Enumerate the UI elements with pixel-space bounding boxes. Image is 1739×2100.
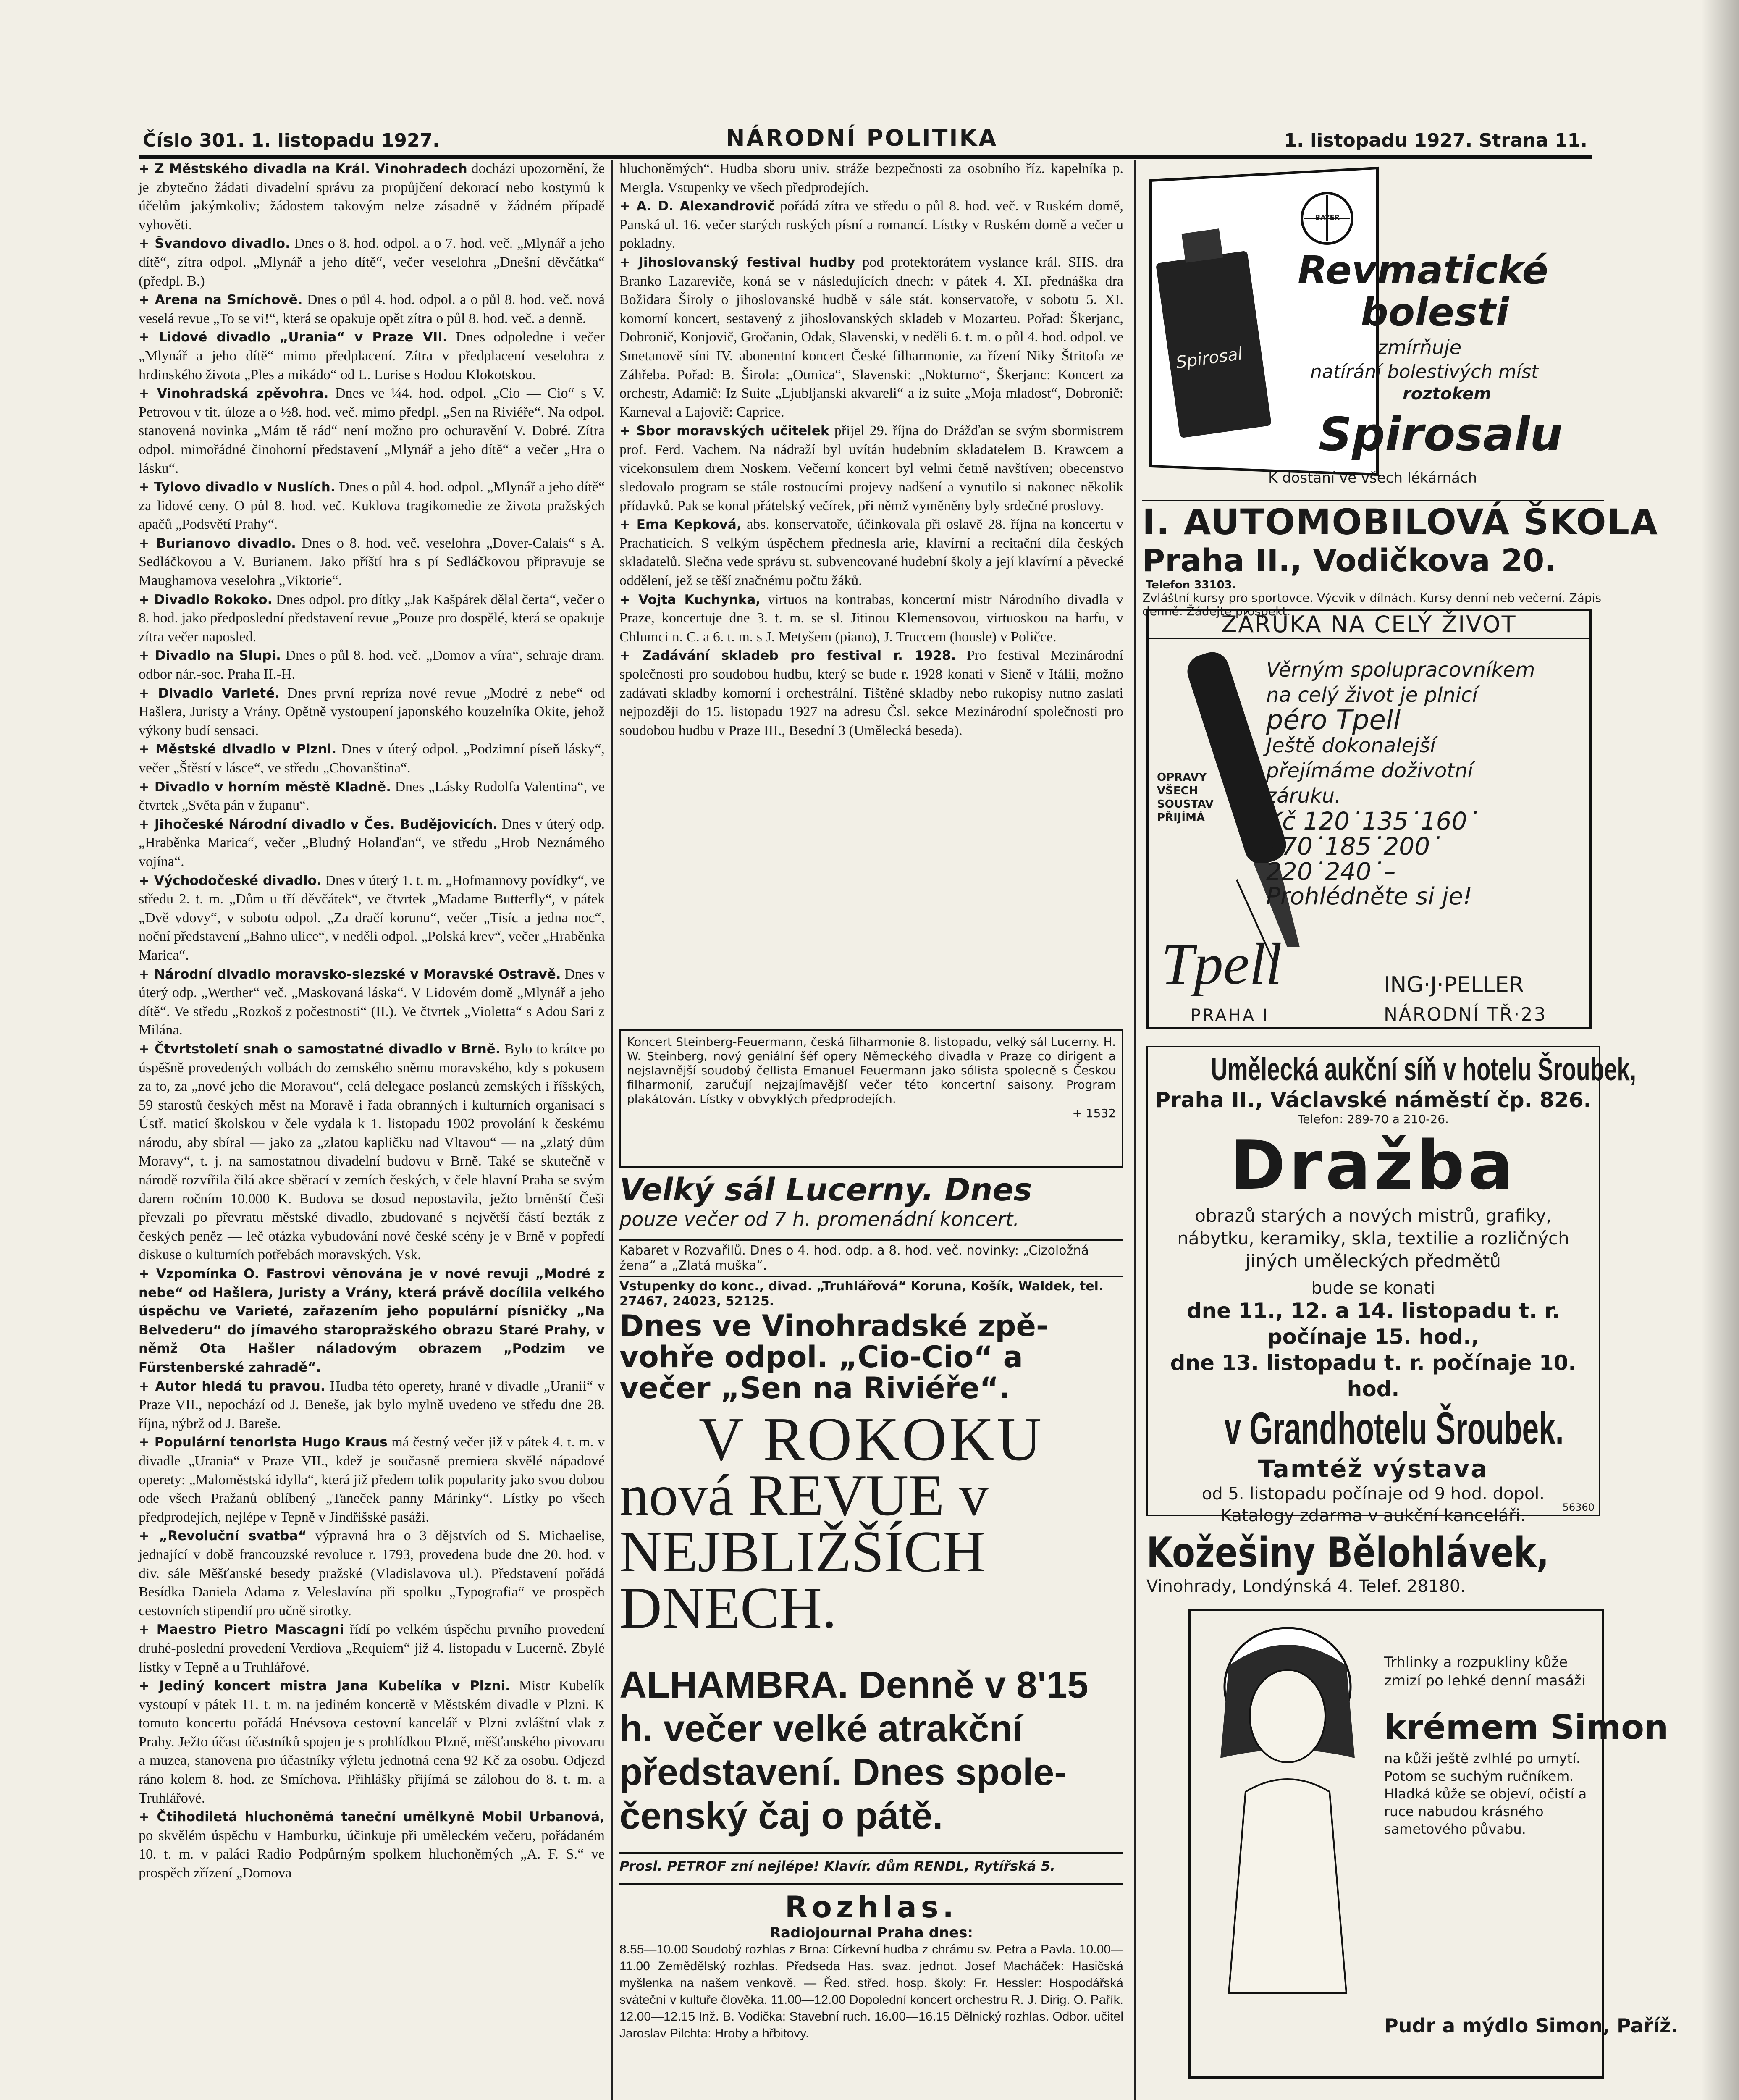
auction-will-be-held: bude se konati xyxy=(1311,1278,1435,1298)
news-item-heading: + Zadávání skladeb pro festival r. 1928. xyxy=(619,648,956,664)
auction-number: 56360 xyxy=(1562,1502,1595,1513)
ad-spirosal xyxy=(1142,164,1604,491)
news-item-heading: + Arena na Smíchově. xyxy=(139,292,303,308)
header-masthead: NÁRODNÍ POLITIKA xyxy=(726,125,998,151)
news-item-body: po skvělém úspěchu v Hamburku, účinkuje při uměleckém večeru, pořádaném 10. t. m. v paláci Radio Podpůrným spolkem hluchoněmých „A. F. S.“ ve prospěch zřízení „Domova xyxy=(139,1827,605,1881)
news-item xyxy=(139,872,605,965)
auction-title: Umělecká aukční síň v hotelu Šroubek, xyxy=(1211,1052,1637,1087)
news-item xyxy=(139,1620,605,1677)
ad-kabaret-vstupenky xyxy=(619,1239,1123,1308)
news-item xyxy=(139,1677,605,1808)
news-item xyxy=(619,197,1123,253)
spirosal-line2: bolesti xyxy=(1361,290,1509,335)
news-item-body: má čestný večer již v pátek 4. t. m. v divadle „Urania“ v Praze VII., kdež je současně premiera skvělé nápadové operety: „Maloměstská idylla“, která již předem tolik popularity jako svou dobou ode všech Pražanů oblíbený „Taneček panny Márinky“. Lístky po všech předprodejích, nejlépe v Tepně v Jindřišské pasáži. xyxy=(139,1434,605,1525)
auction-exhibition-text: od 5. listopadu počínaje od 9 hod. dopol. Katalogy zdarma v aukční kanceláři. xyxy=(1201,1484,1545,1525)
auction-headline: Dražba xyxy=(1230,1126,1517,1205)
driving-school-address: Praha II., Vodičkova 20. xyxy=(1142,543,1556,579)
news-item-heading: + Čtvrtstoletí snah o samostatné divadlo v Brně. xyxy=(139,1041,501,1057)
pen-prices-2: 170˙185˙200˙ xyxy=(1266,832,1443,861)
news-item xyxy=(139,646,605,684)
header-date-page: 1. listopadu 1927. Strana 11. xyxy=(1284,130,1587,151)
news-item-body: Dnes ve ¼4. hod. odpol. „Cio — Cio“ s V. Petrovou v tit. úloze a o ½8. hod. več. mimo předpl. „Sen na Riviéře“. Na odpol. stanovená novinka „Mám tě rád“ není možno pro ochuravění V. Dobré. Zítra odpol. mimořádné činohorní představení „Mlynář a jeho dítě“ a večer „Hra o lásku“. xyxy=(139,386,605,476)
news-item-heading: + Divadlo v horním městě Kladně. xyxy=(139,779,391,795)
ad-auction-sroubek xyxy=(1146,1046,1637,1525)
header-rule xyxy=(139,155,1592,159)
news-item xyxy=(139,1433,605,1527)
news-item-body: abs. konservatoře, účinkovala při oslavě 28. října na koncertu v Prachaticích. S velkým úspěchem přednesla arie, klavírní a recitační díla českých skladatelů. Slečna vede správu st. subvencované hudební školy a její klavírní a pěvecké oddělení, jež se těší značnému počtu žáků. xyxy=(619,517,1123,589)
page-edge-shadow xyxy=(1701,0,1739,2100)
news-item-heading: + Maestro Pietro Mascagni xyxy=(139,1622,344,1638)
news-item-body: Dnes odpol. pro dítky „Jak Kašpárek dělal čerta“, večer o 8. hod. jako předposlední představení revue „Pouze pro dospělé, která se opakuje zítra večer naposled. xyxy=(139,591,605,645)
ad-rokoko-line3: NEJBLIŽŠÍCH xyxy=(619,1519,986,1584)
pen-script-4: Ještě dokonalejší xyxy=(1266,734,1436,757)
news-item-body: Dnes v úterý odp. „Werther“ več. „Maskovaná láska“. V Lidovém domě „Mlynář a jeho dítě“. Ve středu „Rozkoš z počestnosti“ (II.). Ve čtvrtek „Violetta“ s Adou Sari z Milána. xyxy=(139,966,605,1038)
news-item-heading: + Sbor moravských učitelek xyxy=(619,423,829,439)
simon-footer: Pudr a mýdlo Simon, Paříž. xyxy=(1384,2014,1679,2037)
spirosal-line1: Revmatické xyxy=(1298,248,1548,293)
news-item-heading: + Divadlo Varieté. xyxy=(139,685,280,701)
ad-alhambra-line1: ALHAMBRA. Denně v 8'15 xyxy=(619,1664,1089,1706)
spirosal-brand: Spirosalu xyxy=(1319,407,1563,461)
news-item-body: Dnes v úterý odp. „Hraběnka Marica“, večer „Bludný Holanďan“, ve středu „Hrob Neznámého vojína“. xyxy=(139,816,605,869)
news-item xyxy=(139,591,605,647)
news-item-heading: + „Revoluční svatba“ xyxy=(139,1528,307,1544)
page-header xyxy=(143,113,1587,151)
news-item-body: Dnes o 8. hod. več. veselohra „Dover-Calais“ s A. Sedláčkovou a V. Burianem. Jako příští hra s pí Sedláčkovou připravuje se Maughamova veselohra „Viktorie“. xyxy=(139,535,605,589)
news-item-body: Dnes „Lásky Rudolfa Valentina“, ve čtvrtek „Světa pán v županu“. xyxy=(139,779,605,814)
ad-rokoko-line4: DNECH. xyxy=(619,1575,837,1641)
news-item xyxy=(139,1040,605,1265)
news-item-heading: + Tylovo divadlo v Nuslích. xyxy=(139,480,336,495)
news-item-heading: + A. D. Alexandrovič xyxy=(619,199,775,214)
news-item-body: Mistr Kubelík vystoupí v pátek 11. t. m. na jediném koncertě v Městském divadle v Plzni. K tomuto koncertu pořádá Hnévsova cestovní kancelář v Plzni zvláštní vlak z Prahy. Ježto účast účastníků spojen je s prohlídkou Plzně, měšťanského pivovaru a muzea, stanovena pro účastníky výletu jednotná cena 92 Kč za osobu. Odjezd ráno kolem 8. hod. ze Smíchova. Přihlášky přijímá se zálohou do 8. t. m. a Truhlářové. xyxy=(139,1678,605,1806)
ad-vstupenky-text: Vstupenky do konc., divad. „Truhlářová“ Koruna, Košík, Waldek, tel. 27467, 24023, 52125. xyxy=(619,1276,1123,1309)
column-divider-2 xyxy=(1134,160,1136,2100)
ad-alhambra-line3: představení. Dnes spole- xyxy=(619,1751,1067,1793)
news-item-body: výpravná hra o 3 dějstvích od S. Michaelise, jednající v době francouzské revoluce r. 1793, provedena bude dne 20. hod. v div. sále Měšťanské besedy pražské (Vladislavova ul.). Představení pořádá Besídka Daniela Adama z Veleslavína při spolku „Typografia“ ve prospěch cestovních stipendií pro učně sirotky. xyxy=(139,1528,605,1619)
ad-rokoko-line1: V ROKOKU xyxy=(698,1405,1044,1474)
news-item-body: Pro festival Mezinárodní společnosti pro soudobou hudbu, který se bude r. 1928 konati v Sieně v Itálii, možno zadávati skladby komorní i orchestrální. Tištěné skladby nebo rukopisy nutno zaslati nejpozději do 15. listopadu 1927 na adresu Čsl. sekce Mezinárodní společnosti pro soudobou hudbu v Praze III., Besední 3 (Umělecká beseda). xyxy=(619,648,1123,738)
news-item xyxy=(139,478,605,534)
news-item xyxy=(619,515,1123,590)
news-item-body: docházi upozornění, že je zbytečno žádati divadelní správu za propůjčení dekorací nebo kostymů k účelům jakýmkoliv; žádostem takovým nelze zásadně v žádném případě vyhověti. xyxy=(139,161,605,233)
news-item-body: Hudba této operety, hrané v divadle „Uranii“ v Praze VII., nepochází od J. Beneše, jak bylo mylně uvedeno ve středu dne 28. října, nýbrž od J. Bareše. xyxy=(139,1378,605,1431)
ad-driving-school xyxy=(1142,500,1659,618)
spirosal-footer: K dostání ve všech lékárnách xyxy=(1268,470,1477,486)
news-item xyxy=(619,646,1123,740)
pen-maker: ING·J·PELLER xyxy=(1384,972,1524,998)
news-item xyxy=(619,253,1123,422)
news-item xyxy=(139,778,605,815)
pen-script xyxy=(1266,657,1535,909)
furs-address: Vinohrady, Londýnská 4. Telef. 28180. xyxy=(1146,1577,1466,1596)
news-item-body: Dnes v úterý 1. t. m. „Hofmannovy povídky“, ve středu 2. t. m. „Dům u tří děvčátek“, ve čtvrtek „Madame Butterfly“, v pátek „Dvě vdovy“, v sobotu odpol. „Za dračí korunu“, večer „Tisíc a jedna noc“, noční představení „Bahno ulice“, v neděli odpol. „Polská krev“, večer „Hraběnka Marica“. xyxy=(139,872,605,963)
pen-script-5: přejímáme doživotní xyxy=(1266,759,1473,782)
auction-venue: v Grandhotelu Šroubek. xyxy=(1224,1403,1564,1454)
column-1-news xyxy=(139,160,605,2100)
ad-alhambra-line4: čenský čaj o pátě. xyxy=(619,1795,943,1837)
spirosal-line3: zmírňuje xyxy=(1377,336,1462,359)
pen-prices-3: 220˙240˙– xyxy=(1266,857,1396,886)
simon-text-1: Trhlinky a rozpukliny kůže zmizí po lehké denní masáži xyxy=(1384,1654,1586,1689)
driving-school-phone: Telefon 33103. xyxy=(1146,579,1236,591)
ad-petrof-text: Prosl. PETROF zní nejlépe! Klavír. dům RENDL, Rytířská 5. xyxy=(619,1858,1055,1874)
news-item-heading: + Populární tenorista Hugo Kraus xyxy=(139,1435,388,1450)
news-item-body: Dnes odpoledne i večer „Mlynář a jeho dítě“ mimo předplacení. Zítra v předplacení veselohra z hrdinského života „Ples a mikádo“ od L. Lurise s Hodou Klokotskou. xyxy=(139,329,605,383)
news-item-heading: + Divadlo Rokoko. xyxy=(139,592,273,607)
auction-items: obrazů starých a nových mistrů, grafiky, nábytku, keramiky, skla, textilie a rozličných jiných uměleckých předmětů xyxy=(1177,1205,1569,1271)
auction-dates-2: dne 13. listopadu t. r. počínaje 10. hod. xyxy=(1170,1351,1576,1401)
news-item-body: Dnes první repríza nové revue „Modré z nebe“ od Hašlera, Juristy a Vrány. Opětně vystoupení japonského kouzelníka Okite, jehož výkony budí sensaci. xyxy=(139,685,605,738)
news-item xyxy=(139,534,605,591)
news-item-heading: + Jihoslovanský festival hudby xyxy=(619,255,855,270)
driving-school-title: I. AUTOMOBILOVÁ ŠKOLA xyxy=(1142,501,1659,543)
ad-rokoko-revue xyxy=(619,1405,1123,1646)
news-item-body: přijel 29. října do Drážďan se svým sbormistrem prof. Ferd. Vachem. Na nádraží byl uvítán hudebním skladatelem B. Krawcem a vicekonsulem drem Noskem. Večerní koncert byl velmi četně navštíven; obecenstvo sledovalo program se stále rostoucími projevy nadšení a vynutilo si nakonec několik přídavků. Pak se konal přátelský večírek, při němž vyměněny byly srdečné proslovy. xyxy=(619,423,1124,514)
header-issue: Číslo 301. 1. listopadu 1927. xyxy=(143,130,440,151)
news-item-body: Dnes o 8. hod. odpol. a o 7. hod. več. „Mlynář a jeho dítě“, zítra odpol. „Mlynář a jeho dítě“, večer veselohra „Dnešní děvčátka“ (předpl. B.) xyxy=(139,236,605,289)
news-item-heading: + Lidové divadlo „Urania“ v Praze VII. xyxy=(139,330,448,345)
spirosal-line4: natírání bolestivých míst xyxy=(1310,361,1539,383)
radio-listing: 8.55—10.00 Soudobý rozhlas z Brna: Církevní hudba z chrámu sv. Petra a Pavla. 10.00—11.00 Zemědělský rozhlas. Předseda Has. svaz. jednot. Josef Macháček: Hasičská myšlenka na našem venkově. — Řed. střed. hosp. školy: Fr. Hessler: Hospodářská sváteční v kultuře člověka. 11.00—12.00 Dopolední koncert orchestru R. J. Dirig. O. Pařík. 12.00—12.15 Inž. B. Vodička: Stavební ruch. 16.00—16.15 Dělnický rozhlas. Odbor. učitel Jaroslav Pilchta: Hroby a hřbitovy. xyxy=(619,1942,1123,2040)
ad-furs-belohlavek xyxy=(1146,1529,1604,1596)
news-item-heading: + Švandovo divadlo. xyxy=(139,236,290,252)
news-item-body: řídí po velkém úspěchu prvního provedení druhé-poslední provedení Verdiova „Requiem“ již 4. listopadu v Lucerně. Zbylé lístky v Tepně a u Truhlářové. xyxy=(139,1622,605,1675)
ad-lucerna-line2: pouze večer od 7 h. promenádní koncert. xyxy=(619,1208,1020,1231)
news-item-heading: + Městské divadlo v Plzni. xyxy=(139,742,337,757)
news-item-body: pod protektorátem vyslance král. SHS. dra Branko Lazareviče, koná se v následujících dnech: v pátek 4. XI. přednáška dra Božidara Široly o jihoslovanské hudbě v sále stát. konservatoře, v sobotu 5. XI. komorní koncert, sestavený z jihoslovanských skladeb v Mozarteu. Pořad: Škerjanc, Dobronič, Konjovič, Gročanin, Odak, Slavenski, v neděli 6. t. m. o půl 4. hod. odpol. ve Smetanově síni IV. abonentní koncert České filharmonie, za řízení Niky Štritofa ze Záhřeba. Pořad: B. Širola: „Otmica“, Slavenski: „Nokturno“, Škerjanc: Koncert za orchestr, Adamič: Iz Suite „Ljubljanski akvareli“ a iz suite „Moja mladost“, Dobronič: Karneval a Lajovič: Caprice. xyxy=(619,254,1124,420)
spirosal-line5: roztokem xyxy=(1403,384,1492,404)
pen-script-1: Věrným spolupracovníkem xyxy=(1266,658,1535,682)
news-item-body: Dnes o půl 4. hod. odpol. a o půl 8. hod. več. nová veselá revue „To se vi!“, která se opakuje opět zítra o půl 8. hod. več. a denně. xyxy=(139,292,605,326)
ad-concert-text: Koncert Steinberg-Feuermann, česká filharmonie 8. listopadu, velký sál Lucerny. H. W. Steinberg, nový geniální šéf opery Německého divadla v Praze co dirigent a nejslavnější soudobý čellista Emanuel Feuermann jako sólista spolecně s Českou filharmonií, zaručují nejzajímavější večer této koncertní saisony. Program plakátován. Lístky v obvyklých předprodejích. xyxy=(627,1035,1116,1106)
news-item xyxy=(139,1265,605,1377)
news-item xyxy=(139,1527,605,1620)
radio-title: Rozhlas. xyxy=(784,1890,958,1924)
news-item-heading: + Vzpomínka O. Fastrovi věnována je v nové revuji „Modré z nebe“ od Hašlera, Juristy a Vrány, která právě docílila velkého úspěchu ve Varieté, zařazením jeho populární písničky „Na Belvederu“ do jímavého staropražského obrazu Staré Prahy, v němž Ota Hašler náladovým obrazem „Podzim ve Fürstenberské zahradě“. xyxy=(139,1266,605,1375)
news-item xyxy=(619,160,1123,197)
ad-rokoko-line2: nová REVUE v xyxy=(619,1463,989,1528)
news-item-body: Dnes o půl 4. hod. odpol. „Mlynář a jeho dítě“ za lidové ceny. O půl 8. hod. več. Kuklova tragikomedie ze života pražských apačů „Podsvětí Prahy“. xyxy=(139,479,605,533)
simon-brand: krémem Simon xyxy=(1384,1708,1668,1747)
ad-petrof xyxy=(619,1852,1123,1885)
ad-vinohrady-line2: vohře odpol. „Cio-Cio“ a xyxy=(619,1340,1023,1374)
ad-concert-steinberg xyxy=(619,1029,1123,1168)
radio-program xyxy=(619,1890,1123,2100)
pen-script-6: záruku. xyxy=(1266,784,1341,808)
news-item xyxy=(139,965,605,1040)
pen-address: NÁRODNÍ TŘ·23 xyxy=(1384,1004,1547,1025)
simon-text-2: na kůži ještě zvlhlé po umytí. Potom se suchým ručníkem. Hladká kůže se objeví, očistí a ruce nabudou krásného sametového půvabu. xyxy=(1384,1751,1587,1837)
column-divider-1 xyxy=(611,160,613,2100)
auction-dates-1: dne 11., 12. a 14. listopadu t. r. počínaje 15. hod., xyxy=(1186,1299,1560,1349)
furs-title: Kožešiny Bělohlávek, xyxy=(1146,1529,1549,1577)
news-item xyxy=(139,815,605,872)
woman-portrait-illustration xyxy=(1195,1615,1376,1993)
news-item-heading: + Autor hledá tu pravou. xyxy=(139,1378,325,1394)
news-item-heading: + Vojta Kuchynka, xyxy=(619,592,761,607)
auction-exhibition: Tamtéž výstava xyxy=(1258,1454,1489,1483)
ad-alhambra-line2: h. večer velké atrakční xyxy=(619,1708,1023,1750)
news-item-heading: + Čtihodiletá hluchoněmá taneční umělkyně Mobil Urbanová, xyxy=(139,1809,605,1825)
news-item-heading: + Východočeské divadlo. xyxy=(139,873,322,888)
news-item-heading: + Z Městského divadla na Král. Vinohradech xyxy=(139,161,467,176)
ad-vinohrady-line1: Dnes ve Vinohradské zpě- xyxy=(619,1309,1049,1343)
pen-script-2: na celý život je plnicí xyxy=(1266,683,1478,707)
news-item xyxy=(139,684,605,740)
news-item xyxy=(139,160,605,234)
spirosal-bottle-label: Spirosal xyxy=(1175,344,1244,373)
ad-fountain-pen xyxy=(1146,609,1592,1029)
bayer-logo-text: BAYER xyxy=(1315,213,1340,221)
news-item xyxy=(139,1808,605,1882)
ad-lucerna xyxy=(619,1172,1123,1235)
radio-subtitle: Radiojournal Praha dnes: xyxy=(769,1924,973,1941)
news-item-body: hluchoněmých“. Hudba sboru univ. stráže bezpečnosti za osobního říz. kapelníka p. Mergla. Vstupenky ve všech předprodejích. xyxy=(619,161,1123,195)
news-item-body: virtuos na kontrabas, koncertní mistr Národního divadla v Praze, koncertuje dne 3. t. m. se sl. Jitinou Klemensovou, virtuoskou na harfu, v Chlumci n. C. a 6. t. m. s J. Metyšem (piano), J. Truccem (housle) v Poličce. xyxy=(619,591,1123,645)
news-item-body: Bylo to krátce po úspěšně provedených volbách do zemského sněmu moravského, kdy s pokusem za to, za „nové jeho die Moravou“, celá delegace poslanců zemských i říšských, 59 starostů českých měst na Moravě i řada obranných i kulturních organisací s Ústř. maticí školskou v čele vydala k 1. listopadu 1902 provolání k českému národu, aby sbíral — jako za „zlatou kapličku nad Vltavou“ — na „zlatý dům Moravy“, t. j. na samostatnou divadelní budovu v Brně. Také se skutečně v národě rozvířila čilá akce sběrací v zemích českých, v čele hlavní Praha se svým darem ročním 10.000 K. Budova se dosud nepostavila, ježto brněnští Češi převzali po převratu městské divadlo, zbudované s největší částí bezták z českých peněz — leč otázka vybudování nové české scény je v Brně v popředí diskuse o kulturních potřebách moravských. Vsk. xyxy=(139,1041,605,1263)
news-item-heading: + Vinohradská zpěvohra. xyxy=(139,386,329,402)
ad-concert-number: + 1532 xyxy=(1072,1106,1116,1120)
news-item-body: pořádá zítra ve středu o půl 8. hod. več. v Ruském domě, Panská ul. 16. večer starých ruských písní a romancí. Lístky v Ruském domě a večer u pokladny. xyxy=(619,198,1123,252)
news-item-heading: + Národní divadlo moravsko-slezské v Moravské Ostravě. xyxy=(139,966,561,982)
news-item xyxy=(619,591,1123,647)
ad-vinohrady-opera xyxy=(619,1310,1123,1407)
driving-school-details: Zvláštní kursy pro sportovce. Výcvik v dílnách. Kursy denní neb večerní. Zápis denně. Žádejte prospekt. xyxy=(1142,591,1601,618)
news-item-heading: + Jihočeské Národní divadlo v Čes. Budějovicích. xyxy=(139,816,498,832)
news-item xyxy=(139,328,605,384)
pen-guarantee-header: ZÁRUKA NA CELÝ ŽIVOT xyxy=(1149,611,1589,639)
auction-phone: Telefon: 289-70 a 210-26. xyxy=(1298,1112,1449,1126)
pen-city: PRAHA I xyxy=(1191,1006,1269,1025)
auction-address: Praha II., Václavské náměstí čp. 826. xyxy=(1155,1088,1592,1112)
ad-alhambra xyxy=(619,1663,1123,1848)
pen-repairs-note: OPRAVY VŠECH SOUSTAV PŘIJÍMÁ xyxy=(1157,771,1214,824)
pen-prices-1: Kč 120˙135˙160˙ xyxy=(1266,807,1479,835)
news-item xyxy=(139,740,605,777)
ad-lucerna-line1: Velký sál Lucerny. Dnes xyxy=(619,1172,1032,1208)
ad-kabaret-text: Kabaret v Rozvařilů. Dnes o 4. hod. odp. a 8. hod. več. novinky: „Cizoložná žena“ a „Zlatá muška“. xyxy=(619,1243,1089,1273)
news-item-body: Dnes v úterý odpol. „Podzimní píseň lásky“, večer „Štěstí v lásce“, ve středu „Chovanština“. xyxy=(139,741,605,776)
news-item xyxy=(139,1377,605,1433)
news-item xyxy=(139,384,605,478)
news-item-body: Dnes o půl 8. hod. več. „Domov a víra“, sehraje dram. odbor nár.-soc. Praha II.-H. xyxy=(139,648,605,682)
pen-brand-logo: Tpell xyxy=(1161,932,1282,997)
news-item xyxy=(139,234,605,291)
news-item-heading: + Divadlo na Slupi. xyxy=(139,648,281,664)
news-item-heading: + Jediný koncert mistra Jana Kubelíka v Plzni. xyxy=(139,1678,510,1694)
column-2-news xyxy=(619,160,1123,1151)
ad-vinohrady-line3: večer „Sen na Riviéře“. xyxy=(619,1371,1010,1405)
ad-simon-cream xyxy=(1188,1609,1679,2079)
pen-script-7: Prohlédněte si je! xyxy=(1266,883,1473,910)
pen-script-3: péro Tpell xyxy=(1266,705,1401,736)
news-item xyxy=(139,291,605,328)
news-item xyxy=(619,422,1123,515)
news-item-heading: + Ema Kepková, xyxy=(619,517,742,533)
news-item-heading: + Burianovo divadlo. xyxy=(139,536,296,551)
